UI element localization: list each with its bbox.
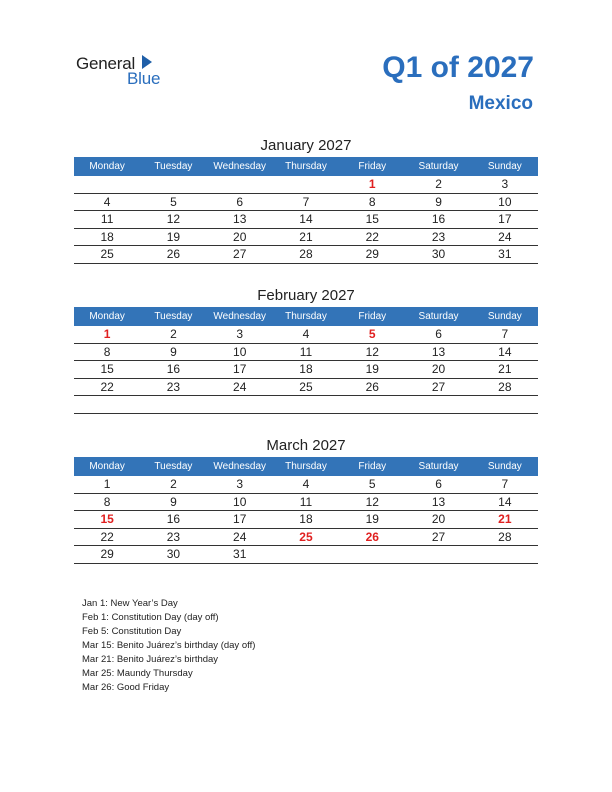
- day-cell: 24: [472, 228, 538, 246]
- day-cell: 22: [74, 528, 140, 546]
- day-cell: 21: [273, 228, 339, 246]
- week-row: [74, 546, 538, 564]
- holiday-note: Feb 1: Constitution Day (day off): [82, 612, 219, 623]
- day-cell: 17: [207, 361, 273, 379]
- day-cell: 25: [273, 378, 339, 396]
- day-cell: 24: [207, 528, 273, 546]
- holiday-day-cell: 1: [339, 176, 405, 193]
- day-cell: 4: [273, 326, 339, 343]
- weekday-header: Tuesday: [140, 157, 206, 176]
- weekday-header-row: [74, 307, 538, 326]
- day-cell: 13: [405, 493, 471, 511]
- day-cell: 4: [74, 193, 140, 211]
- holiday-day-cell: 1: [74, 326, 140, 343]
- day-cell: 27: [207, 246, 273, 264]
- holiday-note: Jan 1: New Year’s Day: [82, 598, 178, 609]
- weekday-header: Saturday: [405, 457, 471, 476]
- weekday-header: Tuesday: [140, 307, 206, 326]
- weekday-header: Thursday: [273, 457, 339, 476]
- day-cell: 27: [405, 378, 471, 396]
- week-row: [74, 493, 538, 511]
- day-cell: 20: [405, 361, 471, 379]
- holiday-day-cell: 25: [273, 528, 339, 546]
- day-cell: 16: [140, 361, 206, 379]
- day-cell: 3: [472, 176, 538, 193]
- day-cell: 14: [472, 493, 538, 511]
- day-cell: [472, 546, 538, 564]
- day-cell: [207, 396, 273, 414]
- weekday-header: Monday: [74, 307, 140, 326]
- week-row: [74, 176, 538, 193]
- month-grid: [74, 307, 538, 414]
- week-row: [74, 378, 538, 396]
- weekday-header: Friday: [339, 457, 405, 476]
- day-cell: [74, 396, 140, 414]
- country-name: Mexico: [468, 93, 533, 114]
- month-calendar-january: [74, 135, 538, 264]
- day-cell: 19: [339, 511, 405, 529]
- week-row: [74, 211, 538, 229]
- day-cell: [273, 396, 339, 414]
- holiday-day-cell: 26: [339, 528, 405, 546]
- week-row: [74, 528, 538, 546]
- logo-text-blue: Blue: [127, 69, 161, 88]
- week-row: [74, 511, 538, 529]
- weekday-header: Tuesday: [140, 457, 206, 476]
- weekday-header: Friday: [339, 157, 405, 176]
- month-title: January 2027: [260, 137, 352, 154]
- holiday-note: Mar 15: Benito Juárez’s birthday (day off): [82, 640, 256, 651]
- day-cell: 28: [472, 528, 538, 546]
- day-cell: 25: [74, 246, 140, 264]
- weekday-header: Saturday: [405, 307, 471, 326]
- day-cell: 31: [472, 246, 538, 264]
- day-cell: 13: [405, 343, 471, 361]
- day-cell: 20: [405, 511, 471, 529]
- month-calendar-march: [74, 435, 538, 564]
- day-cell: 18: [273, 361, 339, 379]
- day-cell: 8: [74, 493, 140, 511]
- day-cell: [405, 546, 471, 564]
- day-cell: 7: [273, 193, 339, 211]
- day-cell: 1: [74, 476, 140, 493]
- day-cell: [273, 546, 339, 564]
- day-cell: 27: [405, 528, 471, 546]
- day-cell: 10: [472, 193, 538, 211]
- flag-icon: [142, 55, 152, 69]
- weekday-header: Wednesday: [207, 307, 273, 326]
- day-cell: 6: [405, 326, 471, 343]
- day-cell: 9: [405, 193, 471, 211]
- day-cell: 28: [273, 246, 339, 264]
- day-cell: 30: [405, 246, 471, 264]
- week-row: [74, 326, 538, 343]
- day-cell: 2: [140, 476, 206, 493]
- holiday-note: Feb 5: Constitution Day: [82, 626, 182, 637]
- day-cell: 12: [339, 493, 405, 511]
- day-cell: [140, 176, 206, 193]
- weekday-header: Thursday: [273, 307, 339, 326]
- weekday-header: Sunday: [472, 457, 538, 476]
- weekday-header: Sunday: [472, 157, 538, 176]
- week-row: [74, 361, 538, 379]
- weekday-header: Friday: [339, 307, 405, 326]
- day-cell: 12: [140, 211, 206, 229]
- day-cell: 23: [140, 528, 206, 546]
- day-cell: 22: [339, 228, 405, 246]
- day-cell: 11: [74, 211, 140, 229]
- day-cell: 22: [74, 378, 140, 396]
- weekday-header: Saturday: [405, 157, 471, 176]
- generalblue-logo: [76, 52, 186, 92]
- day-cell: 5: [140, 193, 206, 211]
- weekday-header: Thursday: [273, 157, 339, 176]
- day-cell: 3: [207, 326, 273, 343]
- week-row: [74, 228, 538, 246]
- day-cell: 20: [207, 228, 273, 246]
- day-cell: 2: [405, 176, 471, 193]
- day-cell: 6: [207, 193, 273, 211]
- day-cell: [339, 396, 405, 414]
- day-cell: 10: [207, 343, 273, 361]
- day-cell: 19: [140, 228, 206, 246]
- day-cell: 18: [74, 228, 140, 246]
- day-cell: 24: [207, 378, 273, 396]
- day-cell: 16: [140, 511, 206, 529]
- day-cell: [140, 396, 206, 414]
- holiday-note: Mar 26: Good Friday: [82, 682, 170, 693]
- week-row: [74, 246, 538, 264]
- day-cell: [207, 176, 273, 193]
- day-cell: 23: [405, 228, 471, 246]
- holiday-day-cell: 5: [339, 326, 405, 343]
- day-cell: 2: [140, 326, 206, 343]
- day-cell: 15: [74, 361, 140, 379]
- day-cell: 15: [339, 211, 405, 229]
- day-cell: 29: [74, 546, 140, 564]
- day-cell: 21: [472, 361, 538, 379]
- day-cell: 6: [405, 476, 471, 493]
- day-cell: 10: [207, 493, 273, 511]
- day-cell: [339, 546, 405, 564]
- day-cell: [405, 396, 471, 414]
- day-cell: 18: [273, 511, 339, 529]
- holiday-note: Mar 25: Maundy Thursday: [82, 668, 193, 679]
- day-cell: 9: [140, 493, 206, 511]
- day-cell: 29: [339, 246, 405, 264]
- logo-text-general: General: [76, 54, 136, 73]
- day-cell: 17: [472, 211, 538, 229]
- day-cell: 28: [472, 378, 538, 396]
- day-cell: 30: [140, 546, 206, 564]
- weekday-header-row: [74, 157, 538, 176]
- day-cell: 5: [339, 476, 405, 493]
- day-cell: 17: [207, 511, 273, 529]
- holiday-list: [82, 597, 255, 695]
- week-row: [74, 343, 538, 361]
- day-cell: 19: [339, 361, 405, 379]
- weekday-header: Monday: [74, 457, 140, 476]
- month-calendar-february: [74, 285, 538, 414]
- day-cell: 7: [472, 326, 538, 343]
- holiday-day-cell: 15: [74, 511, 140, 529]
- holiday-note: Mar 21: Benito Juárez’s birthday: [82, 654, 219, 665]
- weekday-header: Wednesday: [207, 457, 273, 476]
- day-cell: 12: [339, 343, 405, 361]
- day-cell: 9: [140, 343, 206, 361]
- weekday-header: Sunday: [472, 307, 538, 326]
- day-cell: [472, 396, 538, 414]
- day-cell: 8: [339, 193, 405, 211]
- day-cell: [273, 176, 339, 193]
- week-row: [74, 476, 538, 493]
- month-grid: [74, 457, 538, 564]
- month-title: March 2027: [266, 437, 346, 454]
- day-cell: 31: [207, 546, 273, 564]
- day-cell: 8: [74, 343, 140, 361]
- month-grid: [74, 157, 538, 264]
- day-cell: 23: [140, 378, 206, 396]
- day-cell: 4: [273, 476, 339, 493]
- holiday-day-cell: 21: [472, 511, 538, 529]
- day-cell: 16: [405, 211, 471, 229]
- day-cell: 14: [273, 211, 339, 229]
- weekday-header: Wednesday: [207, 157, 273, 176]
- month-title: February 2027: [257, 287, 355, 304]
- week-row: [74, 193, 538, 211]
- page-title: Q1 of 2027: [382, 51, 534, 84]
- day-cell: 13: [207, 211, 273, 229]
- day-cell: [74, 176, 140, 193]
- weekday-header-row: [74, 457, 538, 476]
- day-cell: 11: [273, 343, 339, 361]
- day-cell: 3: [207, 476, 273, 493]
- day-cell: 26: [339, 378, 405, 396]
- day-cell: 7: [472, 476, 538, 493]
- day-cell: 26: [140, 246, 206, 264]
- week-row: [74, 396, 538, 414]
- day-cell: 11: [273, 493, 339, 511]
- weekday-header: Monday: [74, 157, 140, 176]
- day-cell: 14: [472, 343, 538, 361]
